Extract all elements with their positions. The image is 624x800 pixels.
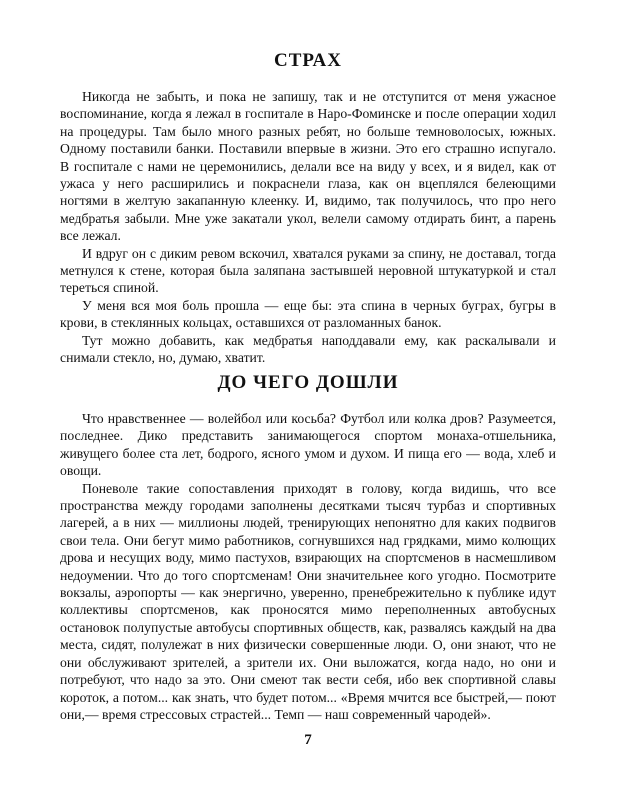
page-number: 7 [304,732,312,748]
section-fear-body [60,88,556,367]
section-title-how-far: ДО ЧЕГО ДОШЛИ [217,372,399,393]
section-title-fear: СТРАХ [273,50,342,71]
paragraph: Никогда не забыть, и пока не запишу, так и не отступится от меня ужасное воспоминание, когда я лежал в госпитале в Наро-Фоминске и после операции ходил на процедуры. Там было много разных ребят, но больше темноволосых, южных. Одному поставили банки. Поставили впервые в жизни. Это его страшно испугало. В госпитале с нами не церемонились, делали все на виду у всех, и я видел, как от ужаса у него расширились и покраснели глаза, как он вцеплялся белеющими ногтями в желтую закапанную клеенку. И, видимо, так получилось, что про него медбратья забыли. Мне уже закатали укол, велели самому отдирать бинт, а парень все лежал. [60,89,556,244]
paragraph: Что нравственнее — волейбол или косьба? Футбол или колка дров? Разумеется, последнее. Дико представить занимающегося спортом монаха-отшельника, живущего более ста лет, бодрого, ясного умом и духом. И пища его — вода, хлеб и овощи. [60,411,556,479]
paragraph: У меня вся моя боль прошла — еще бы: эта спина в черных буграх, бугры в крови, в стеклянных кольцах, оставшихся от разломанных банок. [60,297,556,331]
section-how-far-body [60,410,556,723]
paragraph: Поневоле такие сопоставления приходят в голову, когда видишь, что все пространства между городами заполнены десятками тысяч турбаз и спортивных лагерей, а в них — миллионы людей, тренирующих непонятно для каких подвигов свои тела. Они бегут мимо работников, согнувшихся над грядками, мимо колющих дрова и несущих воду, мимо пастухов, взирающих на спортсменов в насмешливом недоумении. Что до того спортсменам! Они значительнее кого угодно. Посмотрите вокзалы, аэропорты — как энергично, уверенно, пренебрежительно к публике идут коллективы спортсменов, как проносятся мимо переполненных автобусных остановок полупустые автобусы спортивных обществ, как, развалясь каждый на два места, сидят, полулежат в них физически совершенные люди. О, они знают, что не они обслуживают зрителей, а зрители их. Они выложатся, когда надо, но они и потребуют, что надо за это. Они смеют так вести себя, ибо век спортивной славы короток, а потом... как знать, что будет потом... «Время мчится все быстрей,— поют они,— время стрессовых страстей... Темп — наш современный чародей». [60,480,556,722]
book-page [60,0,556,800]
paragraph: И вдруг он с диким ревом вскочил, хватался руками за спину, не доставал, тогда метнулся к стене, которая была заляпана застывшей неровной штукатуркой и стал тереться спиной. [60,245,556,296]
paragraph: Тут можно добавить, как медбратья наподдавали ему, как раскалывали и снимали стекло, но, думаю, хватит. [60,332,556,366]
